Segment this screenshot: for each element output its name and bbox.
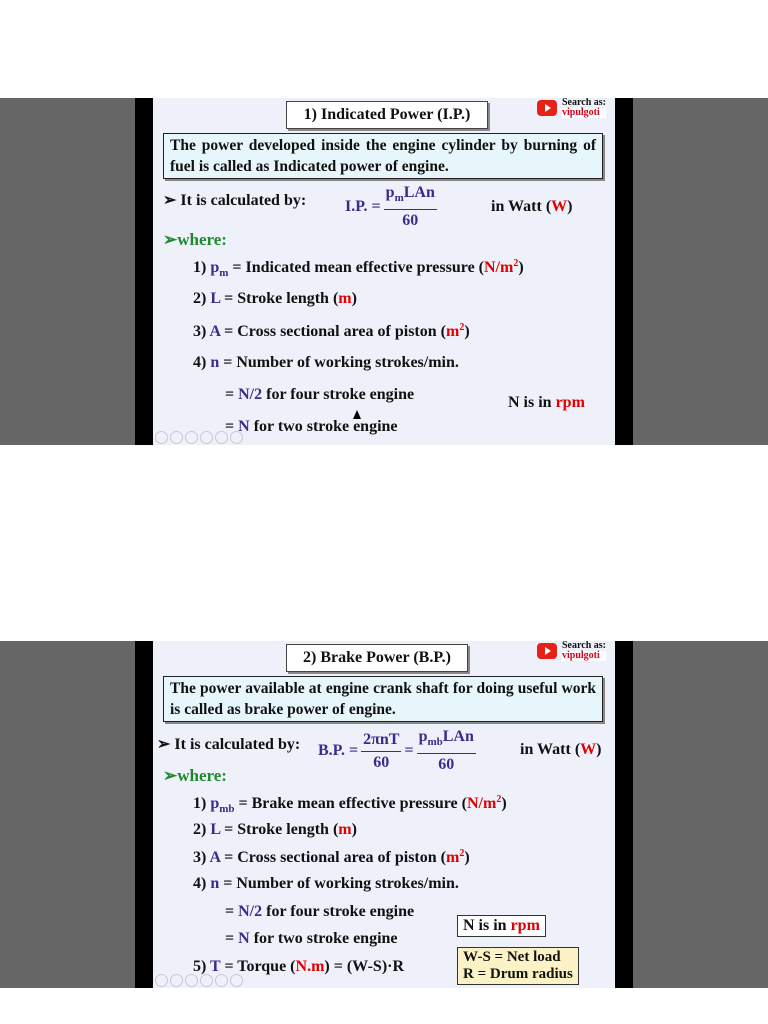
slide-title: 1) Indicated Power (I.P.) <box>286 101 488 129</box>
two-stroke-line: = N for two stroke engine <box>225 930 398 947</box>
unit-watt: in Watt (W) <box>520 741 602 758</box>
channel-badge[interactable] <box>537 98 606 118</box>
item-a: 3) A = Cross sectional area of piston $(m^2)$ <box>193 322 470 340</box>
formula-denominator: 60 <box>402 212 419 229</box>
item-n: 4) n = Number of working strokes/min. <box>193 875 459 892</box>
channel-line2: vipulgoti <box>562 651 606 661</box>
formula-denominator-1: 60 <box>373 753 390 771</box>
four-stroke-line: = N/2 for four stroke engine <box>225 903 415 920</box>
item-a: 3) A = Cross sectional area of piston $(m^2)$ <box>193 848 470 866</box>
formula-denominator-2: 60 <box>438 756 455 773</box>
unit-watt: in Watt (W) <box>491 198 573 215</box>
control-icon[interactable] <box>170 974 183 987</box>
left-letterbox <box>135 98 153 445</box>
two-stroke-line: = N for two stroke engine <box>225 418 398 435</box>
formula-fraction <box>384 182 437 232</box>
four-stroke-line: = N/2 for four stroke engine <box>225 386 415 403</box>
item-pm: 1) $p_m$ = Indicated mean effective pressure $(N/m^2)$ <box>193 258 524 279</box>
rpm-note: N is in rpm <box>508 394 585 411</box>
slide-band-2 <box>0 641 768 988</box>
control-icon[interactable] <box>155 431 168 444</box>
player-controls[interactable] <box>155 974 243 987</box>
control-icon[interactable] <box>215 974 228 987</box>
channel-line1: Search as: <box>562 641 606 651</box>
formula-numerator-1: 2πnT <box>361 729 401 752</box>
control-icon[interactable] <box>200 431 213 444</box>
formula-numerator: $p_mLAn$ <box>384 182 437 210</box>
slide-brake-power <box>153 641 615 988</box>
calc-label: ➢ It is calculated by: <box>163 192 307 209</box>
formula-equals: = <box>404 742 414 759</box>
player-controls[interactable] <box>155 431 243 444</box>
control-icon[interactable] <box>215 431 228 444</box>
calc-label: ➢ It is calculated by: <box>157 736 301 753</box>
right-letterbox <box>615 98 633 445</box>
youtube-icon <box>537 643 557 659</box>
left-letterbox <box>135 641 153 988</box>
item-l: 2) L = Stroke length (m) <box>193 290 357 307</box>
control-icon[interactable] <box>230 974 243 987</box>
load-note <box>457 947 579 985</box>
channel-badge[interactable] <box>537 641 606 661</box>
bp-formula <box>318 726 479 776</box>
where-heading: ➢where: <box>163 230 227 249</box>
control-icon[interactable] <box>185 431 198 444</box>
slide-indicated-power <box>153 98 615 445</box>
where-heading: ➢where: <box>163 766 227 785</box>
item-pmb: 1) $p_{mb}$ = Brake mean effective pressure $(N/m^2)$ <box>193 794 507 815</box>
formula-numerator-2: $p_{mb}LAn$ <box>417 726 476 754</box>
right-letterbox <box>615 641 633 988</box>
load-note-line2: R = Drum radius <box>463 966 573 982</box>
item-l: 2) L = Stroke length (m) <box>193 821 357 838</box>
definition-box: The power available at engine crank shaft for doing useful work is called as brake power of engine. <box>163 676 603 722</box>
definition-box: The power developed inside the engine cylinder by burning of fuel is called as Indicated power of engine. <box>163 133 603 179</box>
formula-lhs: I.P. = <box>345 198 381 215</box>
channel-line1: Search as: <box>562 98 606 108</box>
youtube-icon <box>537 100 557 116</box>
item-torque: 5) T = Torque (N.m) = (W-S)·R <box>193 958 405 975</box>
formula-fraction-2 <box>417 726 476 776</box>
slide-title: 2) Brake Power (B.P.) <box>286 644 468 672</box>
item-n: 4) n = Number of working strokes/min. <box>193 354 459 371</box>
load-note-line1: W-S = Net load <box>463 949 561 965</box>
channel-line2: vipulgoti <box>562 108 606 118</box>
formula-fraction-1 <box>361 729 401 774</box>
slide-band-1 <box>0 98 768 445</box>
control-icon[interactable] <box>170 431 183 444</box>
control-icon[interactable] <box>200 974 213 987</box>
rpm-note: N is in rpm <box>457 915 546 937</box>
control-icon[interactable] <box>185 974 198 987</box>
control-icon[interactable] <box>230 431 243 444</box>
control-icon[interactable] <box>155 974 168 987</box>
formula-lhs: B.P. = <box>318 742 359 759</box>
ip-formula <box>345 182 440 232</box>
mouse-cursor-icon <box>353 410 361 419</box>
